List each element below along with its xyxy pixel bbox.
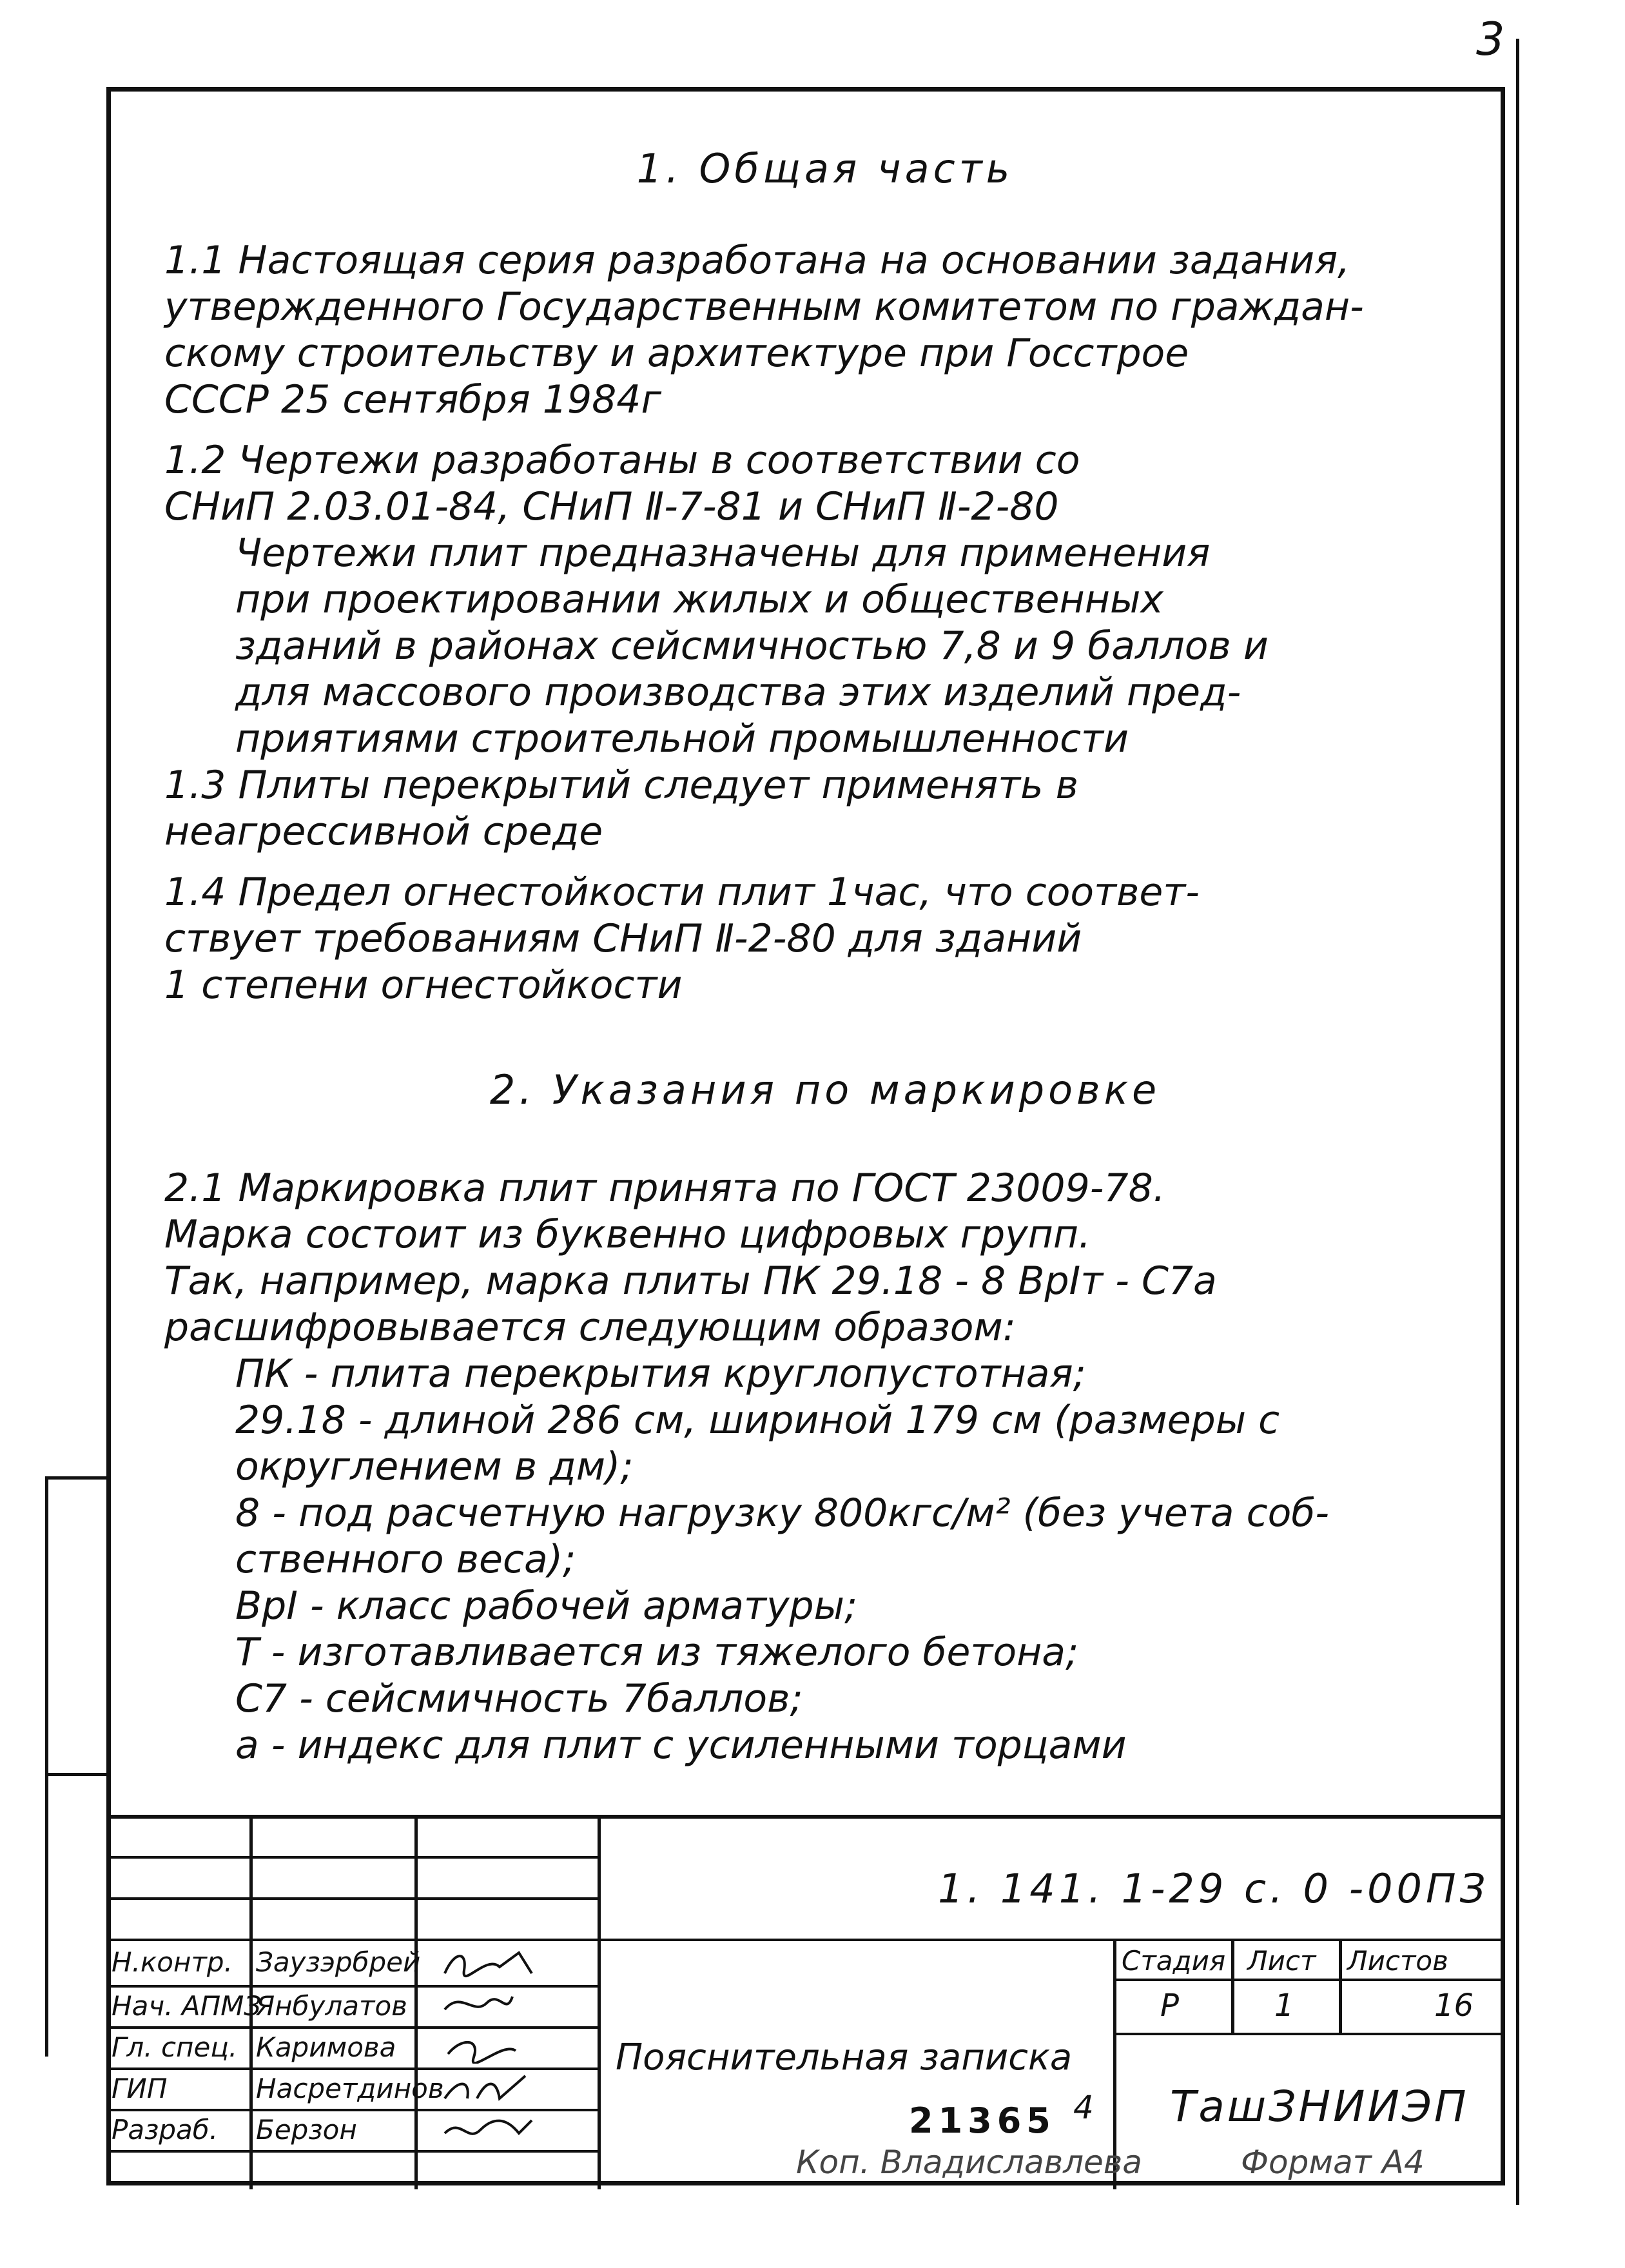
sheet-value: 1 xyxy=(1274,1988,1294,2024)
title-block-person: Берзон xyxy=(256,2114,357,2146)
signature xyxy=(442,2114,538,2146)
paragraph-1-1: 1.1 Настоящая серия разработана на основании задания, утвержденного Государственным комитетом по граждан- скому строительству и архитектуре при Госстрое СССР 25 сентября 1984г xyxy=(164,238,1364,422)
frame-right-line xyxy=(1516,39,1519,2205)
title-block-person: Каримова xyxy=(256,2031,396,2063)
document-code: 1. 141. 1-29 с. 0 -00ПЗ xyxy=(938,1865,1490,1912)
signature xyxy=(442,2073,538,2105)
title-block-role: Гл. спец. xyxy=(112,2031,238,2063)
title-block xyxy=(106,1815,1505,2185)
signature xyxy=(442,1990,538,2022)
binding-margin-tick xyxy=(45,1773,110,1776)
paragraph-1-4: 1.4 Предел огнестойкости плит 1час, что соответ- ствует требованиям СНиП Ⅱ-2-80 для зданий 1 степени огнестойкости xyxy=(164,870,1200,1008)
sheets-value: 16 xyxy=(1434,1988,1474,2024)
title-block-role: ГИП xyxy=(112,2073,168,2104)
title-block-role: Н.контр. xyxy=(112,1946,233,1978)
inventory-number: 21365 xyxy=(909,2100,1056,2141)
title-block-person: Заузэрбрей xyxy=(256,1946,421,1978)
paragraph-1-2: 1.2 Чертежи разработаны в соответствии со СНиП 2.03.01-84, СНиП Ⅱ-7-81 и СНиП Ⅱ-2-80 xyxy=(164,438,1080,529)
copied-by: Коп. Владиславлева xyxy=(796,2144,1142,2181)
paper-format: Формат А4 xyxy=(1241,2144,1425,2181)
paragraph-2-1: 2.1 Маркировка плит принята по ГОСТ 23009-78. xyxy=(164,1166,1165,1211)
paragraph-1-3: 1.3 Плиты перекрытий следует применять в неагрессивной среде xyxy=(164,763,1078,854)
signature xyxy=(442,2031,538,2064)
title-block-role: Разраб. xyxy=(112,2114,219,2146)
inventory-mark: 4 xyxy=(1073,2089,1094,2126)
section-2-heading: 2. Указания по маркировке xyxy=(489,1066,1161,1113)
sheets-header: Листов xyxy=(1347,1945,1448,1977)
title-block-person: Насретдинов xyxy=(256,2073,444,2104)
title-block-person: Янбулатов xyxy=(256,1990,407,2022)
binding-margin-line xyxy=(45,1476,48,2057)
page-number: 3 xyxy=(1476,13,1505,66)
paragraph-2-1-mark: Марка состоит из буквенно цифровых групп. Так, например, марка плиты ПК 29.18 - 8 ВрIт - С7а расшифровывается следующим образом: xyxy=(164,1212,1217,1350)
document-body xyxy=(164,145,1486,1783)
section-1-heading: 1. Общая часть xyxy=(636,145,1014,192)
binding-margin-tick xyxy=(45,1476,110,1480)
signature xyxy=(442,1948,538,1980)
document-title: Пояснительная записка xyxy=(616,2037,1073,2078)
paragraph-1-2-drawings: Чертежи плит предназначены для применения при проектировании жилых и общественных зданий в районах сейсмичностью 7,8 и 9 баллов и для массового производства этих изделий пред- приятиями строительной промышленности xyxy=(235,531,1269,761)
paragraph-2-1-decoding: ПК - плита перекрытия круглопустотная; 29.18 - длиной 286 см, шириной 179 см (размеры с округлением в дм); 8 - под расчетную нагрузку 800кгс/м² (без учета соб- ственного веса); ВрI - класс рабочей арматуры; Т - изготавливается из тяжелого бетона; С7 - сейсмичность 7баллов; а - индекс для плит с усиленными торцами xyxy=(235,1351,1329,1768)
sheet-header: Лист xyxy=(1247,1945,1316,1977)
organization-name: ТашЗНИИЭП xyxy=(1170,2082,1469,2131)
title-block-role: Нач. АПМЗ xyxy=(112,1990,262,2022)
stage-value: Р xyxy=(1160,1988,1179,2024)
stage-header: Стадия xyxy=(1122,1945,1226,1977)
